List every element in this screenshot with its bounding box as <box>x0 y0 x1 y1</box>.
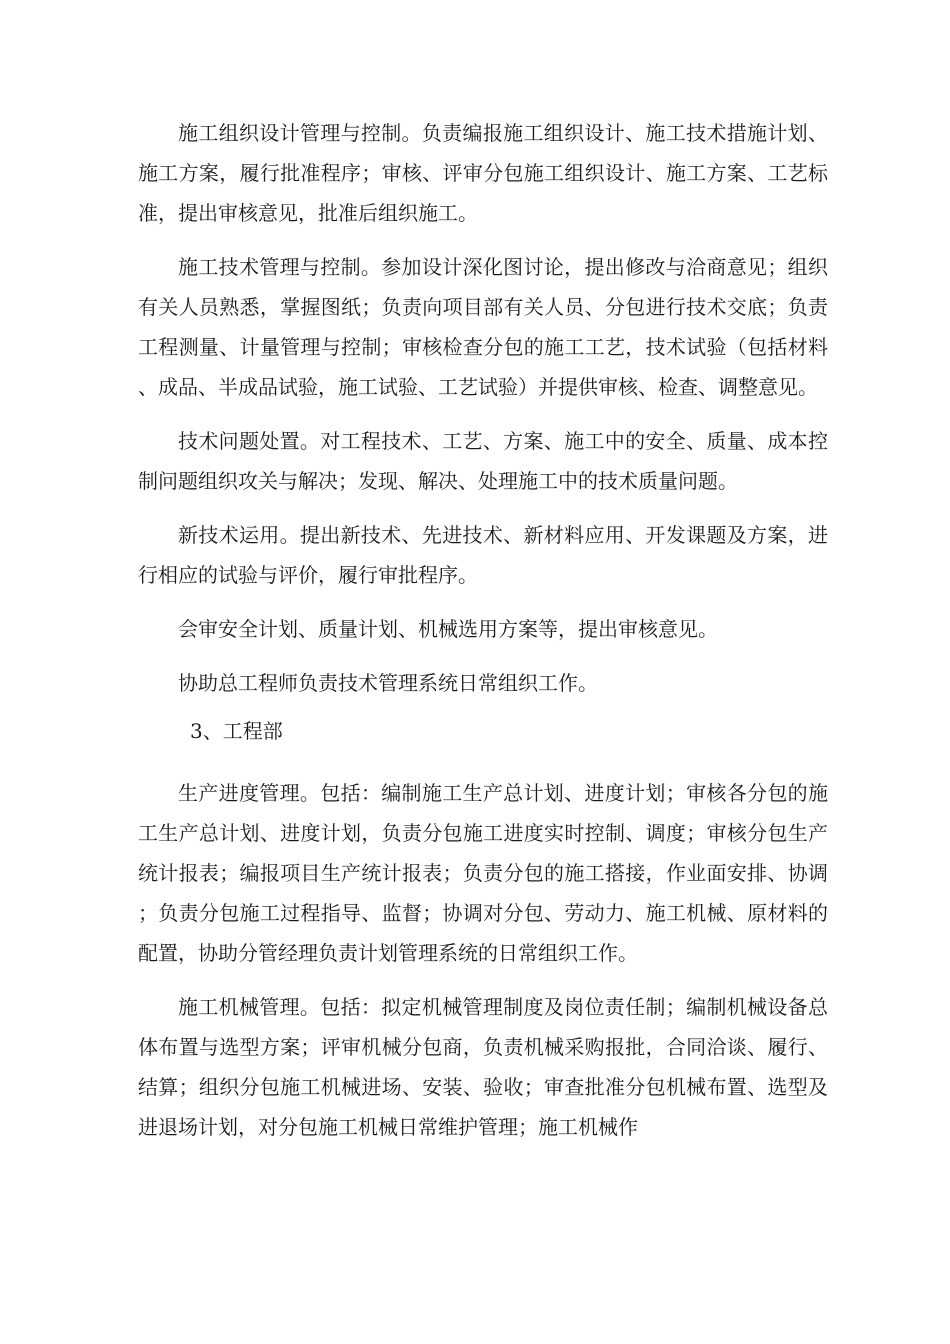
paragraph-production-schedule-management: 生产进度管理。包括：编制施工生产总计划、进度计划；审核各分包的施工生产总计划、进度计划，负责分包施工进度实时控制、调度；审核分包生产统计报表；编报项目生产统计报表；负责分包的施工搭接，作业面安排、协调；负责分包施工过程指导、监督；协调对分包、劳动力、施工机械、原材料的配置，协助分管经理负责计划管理系统的日常组织工作。 <box>138 781 828 965</box>
paragraph-construction-machinery-management: 施工机械管理。包括：拟定机械管理制度及岗位责任制；编制机械设备总体布置与选型方案；评审机械分包商，负责机械采购报批，合同洽谈、履行、结算；组织分包施工机械进场、安装、验收；审查批准分包机械布置、选型及进退场计划，对分包施工机械日常维护管理；施工机械作 <box>138 995 828 1139</box>
paragraph-new-technology-application: 新技术运用。提出新技术、先进技术、新材料应用、开发课题及方案，进行相应的试验与评价，履行审批程序。 <box>138 523 828 587</box>
paragraph-technical-issue-handling: 技术问题处置。对工程技术、工艺、方案、施工中的安全、质量、成本控制问题组织攻关与解决；发现、解决、处理施工中的技术质量问题。 <box>138 429 828 493</box>
document-body <box>138 113 828 1147</box>
paragraph-assist-chief-engineer: 协助总工程师负责技术管理系统日常组织工作。 <box>178 671 598 695</box>
paragraph-construction-technical-management: 施工技术管理与控制。参加设计深化图讨论，提出修改与洽商意见；组织有关人员熟悉，掌握图纸；负责向项目部有关人员、分包进行技术交底；负责工程测量、计量管理与控制；审核检查分包的施工工艺，技术试验（包括材料、成品、半成品试验，施工试验、工艺试验）并提供审核、检查、调整意见。 <box>138 255 828 399</box>
paragraph-safety-quality-plan-review: 会审安全计划、质量计划、机械选用方案等，提出审核意见。 <box>178 617 718 641</box>
paragraph-construction-design-management: 施工组织设计管理与控制。负责编报施工组织设计、施工技术措施计划、施工方案，履行批准程序；审核、评审分包施工组织设计、施工方案、工艺标准，提出审核意见，批准后组织施工。 <box>138 121 828 225</box>
section-heading-engineering-dept: 3、工程部 <box>190 719 283 743</box>
